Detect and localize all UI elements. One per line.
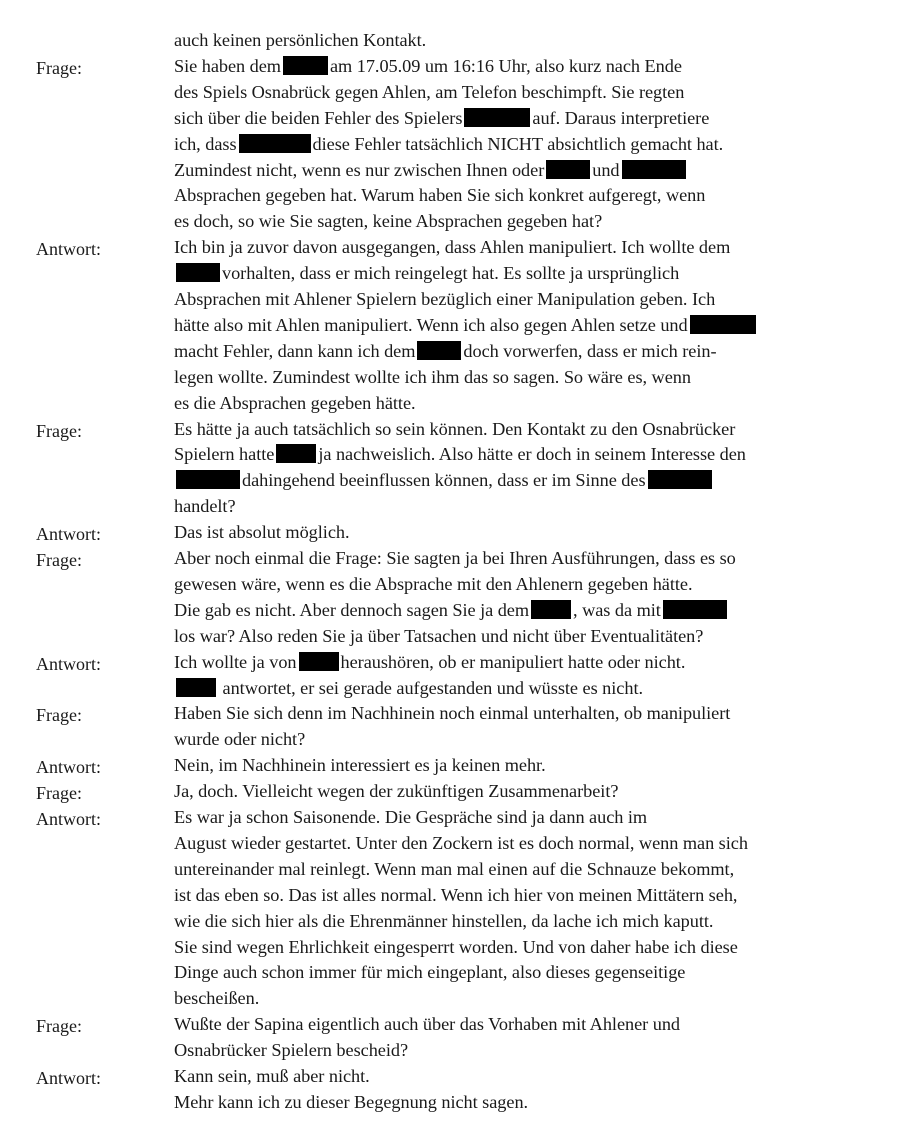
transcript-line — [174, 442, 890, 466]
transcript-line — [174, 520, 890, 544]
line-text: diese Fehler tatsächlich NICHT absichtlich gemacht hat. — [312, 133, 724, 154]
redaction-bar — [283, 56, 328, 75]
redaction-bar — [176, 470, 240, 489]
line-text: auf. Daraus interpretiere — [532, 107, 710, 128]
line-text: dahingehend beeinflussen können, dass er im Sinne des — [242, 470, 646, 491]
redaction-bar — [299, 652, 339, 671]
line-text: handelt? — [174, 496, 236, 517]
transcript-line — [174, 132, 890, 156]
redaction-bar — [648, 470, 712, 489]
speaker-label: Antwort: — [36, 524, 101, 545]
speaker-label: Frage: — [36, 420, 82, 441]
line-text: Sie haben dem — [174, 55, 281, 76]
transcript-line — [174, 287, 890, 311]
line-text: Aber noch einmal die Frage: Sie sagten ja bei Ihren Ausführungen, dass es so — [174, 548, 736, 568]
redaction-bar — [546, 160, 590, 179]
transcript-line — [174, 261, 890, 285]
transcript-line — [174, 598, 890, 622]
transcript-line — [174, 650, 890, 674]
line-text: doch vorwerfen, dass er mich rein- — [463, 340, 717, 361]
redaction-bar — [531, 600, 571, 619]
speaker-label: Frage: — [36, 1016, 82, 1037]
line-text: Zumindest nicht, wenn es nur zwischen Ihnen oder — [174, 159, 545, 180]
line-text: es die Absprachen gegeben hätte. — [174, 392, 416, 413]
transcript-line — [174, 935, 890, 959]
redaction-bar — [176, 263, 220, 282]
transcript-line — [174, 546, 890, 570]
transcript-line — [174, 676, 890, 700]
line-text: Kann sein, muß aber nicht. — [174, 1066, 370, 1086]
line-text: es doch, so wie Sie sagten, keine Absprachen gegeben hat? — [174, 211, 603, 232]
transcript-line — [174, 1064, 890, 1088]
line-text: los war? Also reden Sie ja über Tatsachen und nicht über Eventualitäten? — [174, 625, 704, 646]
transcript-line — [174, 805, 890, 829]
line-text: Ja, doch. Vielleicht wegen der zukünftigen Zusammenarbeit? — [174, 781, 619, 802]
redaction-bar — [690, 315, 756, 334]
speaker-label: Frage: — [36, 57, 82, 78]
line-text: Ich wollte ja von — [174, 651, 297, 672]
redaction-bar — [622, 160, 686, 179]
line-text: Spielern hatte — [174, 444, 275, 465]
line-text: und — [592, 159, 620, 180]
transcript-line — [174, 1012, 890, 1036]
line-text: Absprachen mit Ahlener Spielern bezüglich einer Manipulation geben. Ich — [174, 289, 716, 309]
line-text: August wieder gestartet. Unter den Zockern ist es doch normal, wenn man sich — [174, 832, 748, 853]
transcript-line — [174, 753, 890, 777]
speaker-label: Antwort: — [36, 239, 101, 260]
line-text: Ich bin ja zuvor davon ausgegangen, dass Ahlen manipuliert. Ich wollte dem — [174, 237, 731, 258]
line-text: Es war ja schon Saisonende. Die Gespräche sind ja dann auch im — [174, 807, 648, 827]
line-text: sich über die beiden Fehler des Spielers — [174, 107, 463, 128]
line-text: am 17.05.09 um 16:16 Uhr, also kurz nach Ende — [329, 55, 682, 76]
redaction-bar — [239, 134, 311, 153]
line-text: hätte also mit Ahlen manipuliert. Wenn ich also gegen Ahlen setze und — [174, 314, 688, 335]
line-text: Dinge auch schon immer für mich eingeplant, also dieses gegenseitige — [174, 962, 686, 983]
line-text: ja nachweislich. Also hätte er doch in seinem Interesse den — [318, 444, 746, 465]
transcript-line — [174, 986, 890, 1010]
redaction-bar — [464, 108, 530, 127]
line-text: Sie sind wegen Ehrlichkeit eingesperrt worden. Und von daher habe ich diese — [174, 936, 738, 957]
transcript-line — [174, 494, 890, 518]
transcript-line — [174, 54, 890, 78]
transcript-line — [174, 235, 890, 259]
line-text: Absprachen gegeben hat. Warum haben Sie sich konkret aufgeregt, wenn — [174, 185, 706, 206]
line-text: vorhalten, dass er mich reingelegt hat. Es sollte ja ursprünglich — [222, 263, 680, 284]
line-text: Es hätte ja auch tatsächlich so sein können. Den Kontakt zu den Osnabrücker — [174, 418, 736, 439]
transcript-line — [174, 883, 890, 907]
line-text: Die gab es nicht. Aber dennoch sagen Sie ja dem — [174, 599, 530, 620]
line-text: bescheißen. — [174, 988, 260, 1009]
line-text: wurde oder nicht? — [174, 729, 306, 750]
line-text: Osnabrücker Spielern bescheid? — [174, 1040, 409, 1061]
transcript-line — [174, 831, 890, 855]
transcript-line — [174, 572, 890, 596]
redaction-bar — [663, 600, 727, 619]
speaker-label: Antwort: — [36, 809, 101, 829]
transcript-line — [174, 183, 890, 207]
line-text: des Spiels Osnabrück gegen Ahlen, am Telefon beschimpft. Sie regten — [174, 81, 685, 102]
transcript-line — [174, 28, 890, 52]
line-text: Das ist absolut möglich. — [174, 522, 350, 543]
transcript-line — [174, 106, 890, 130]
line-text: Wußte der Sapina eigentlich auch über das Vorhaben mit Ahlener und — [174, 1014, 681, 1035]
line-text: legen wollte. Zumindest wollte ich ihm das so sagen. So wäre es, wenn — [174, 366, 691, 387]
transcript-line — [174, 701, 890, 725]
speaker-label: Frage: — [36, 783, 82, 804]
line-text: wie die sich hier als die Ehrenmänner hinstellen, da lache ich mich kaputt. — [174, 910, 714, 931]
transcript-line — [174, 857, 890, 881]
transcript-line — [174, 624, 890, 648]
line-text: ich, dass — [174, 133, 237, 154]
transcript-line — [174, 468, 890, 492]
line-text: gewesen wäre, wenn es die Absprache mit den Ahlenern gegeben hätte. — [174, 573, 693, 594]
speaker-label: Frage: — [36, 550, 82, 570]
transcript-line — [174, 779, 890, 803]
transcript-line — [174, 417, 890, 441]
transcript-line — [174, 1090, 890, 1114]
transcript-line — [174, 391, 890, 415]
line-text: antwortet, er sei gerade aufgestanden und wüsste es nicht. — [218, 677, 643, 698]
transcript-line — [174, 909, 890, 933]
line-text: Mehr kann ich zu dieser Begegnung nicht sagen. — [174, 1091, 529, 1112]
line-text: ist das eben so. Das ist alles normal. Wenn ich hier von meinen Mittätern seh, — [174, 884, 738, 905]
transcript-line — [174, 339, 890, 363]
line-text: macht Fehler, dann kann ich dem — [174, 340, 416, 361]
redaction-bar — [417, 341, 461, 360]
line-text: untereinander mal reinlegt. Wenn man mal einen auf die Schnauze bekommt, — [174, 858, 735, 879]
transcript-line — [174, 727, 890, 751]
speaker-label: Antwort: — [36, 757, 101, 778]
speaker-label: Frage: — [36, 705, 82, 726]
line-text: , was da mit — [573, 599, 661, 620]
redaction-bar — [276, 444, 316, 463]
speaker-label: Antwort: — [36, 653, 101, 674]
line-text: heraushören, ob er manipuliert hatte oder nicht. — [340, 651, 686, 672]
transcript-line — [174, 80, 890, 104]
transcript-line — [174, 960, 890, 984]
transcript-line — [174, 1038, 890, 1062]
speaker-label: Antwort: — [36, 1068, 101, 1088]
transcript-line — [174, 209, 890, 233]
transcript-line — [174, 365, 890, 389]
line-text: Haben Sie sich denn im Nachhinein noch einmal unterhalten, ob manipuliert — [174, 703, 731, 724]
line-text: auch keinen persönlichen Kontakt. — [174, 30, 427, 50]
redaction-bar — [176, 678, 216, 697]
transcript-line — [174, 313, 890, 337]
line-text: Nein, im Nachhinein interessiert es ja keinen mehr. — [174, 755, 546, 776]
transcript-line — [174, 158, 890, 182]
